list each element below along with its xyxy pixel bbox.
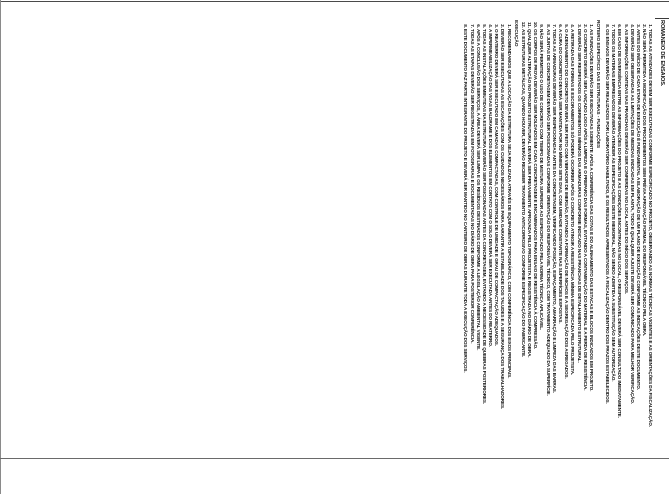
execution-subheading: EXECUÇÃO <box>513 20 519 47</box>
list-item: 3. ANTES DO INÍCIO DE CADA ETAPA DE EXECUÇÃO É FUNDAMENTAL A ELABORAÇÃO DE UM PLANO DE EXECUÇÃO CONFORME AS INDICAÇÕES DESTE DOCUMENTO. <box>635 29 641 456</box>
rotated-document-text <box>462 20 664 456</box>
list-item: 1. RECOMENDAMOS QUE A LOCAÇÃO DA ESTRUTURA SEJA REALIZADA ATRAVÉS DE EQUIPAMENTO TOPOGRÁFICO, COM CONFERÊNCIA DOS EIXOS PRINCIPAIS. <box>506 29 512 456</box>
top-border-line <box>0 1 669 2</box>
list-item: 9. NÃO SERÁ PERMITIDO O USO DE CONCRETO COM TEMPO DE MISTURA SUPERIOR AO ESPECIFICADO PELA NORMA TÉCNICA APLICÁVEL. <box>539 29 545 456</box>
list-item: 8. AS JUNTAS DE CONCRETAGEM DEVERÃO SER POSICIONADAS CONFORME ORIENTAÇÃO DO RESPONSÁVEL TÉCNICO, COM TRATAMENTO ADEQUADO DA SUPERFÍCIE. <box>545 29 551 456</box>
list-item: 2. DEVERÃO SER EXECUTADAS AS ESCAVAÇÕES COM OS CUIDADOS NECESSÁRIOS PARA GARANTIR A ESTABILIDADE DOS TALUDES E A SEGURANÇA DOS TRABALHADORES. <box>500 29 506 456</box>
list-item: 4. A RETIRADA DAS FORMAS E ESCORAMENTOS SÓ PODERÁ OCORRER APÓS O CONCRETO ATINGIR A RESISTÊNCIA MÍNIMA ESPECIFICADA PELO PROJETISTA. <box>570 29 576 456</box>
list-item: 1. AS FUNDAÇÕES DEVERÃO SER EXECUTADAS SOMENTE APÓS A CONFERÊNCIA DAS COTAS E DO ALINHAMENTO DAS ESTACAS E BLOCOS INDICADOS EM PROJETO. <box>588 29 594 456</box>
list-item: 12. AS ESTRUTURAS METÁLICAS, QUANDO HOUVER, DEVERÃO RECEBER TRATAMENTO ANTICORROSIVO CONFORME ESPECIFICAÇÃO DO FABRICANTE. <box>520 29 526 456</box>
list-item: 6. EM CASO DE DIVERGÊNCIA ENTRE AS INFORMAÇÕES DO PROJETO E AS CONDIÇÕES ENCONTRADAS NO LOCAL, O RESPONSÁVEL DEVERÁ SER CONSULTADO IMEDIATAMENTE. <box>617 29 623 456</box>
list-item: 7. TODAS AS ARMADURAS DEVERÃO SER INSPECIONADAS ANTES DA CONCRETAGEM, VERIFICANDO POSIÇÃO, ESPAÇAMENTO, AMARRAÇÃO E LIMPEZA DAS BARRAS. <box>551 29 557 456</box>
list-item: 3. DEVERÃO SER RESPEITADOS OS COBRIMENTOS MÍNIMOS DAS ARMADURAS CONFORME INDICADO NAS PRANCHAS DE DETALHAMENTO ESTRUTURAL. <box>576 29 582 456</box>
second-numbered-list <box>520 20 594 456</box>
list-item: 5. O ADENSAMENTO DO CONCRETO DEVERÁ SER FEITO COM VIBRADOR DE IMERSÃO, EVITANDO A FORMAÇÃO DE NICHOS E A SEGREGAÇÃO DOS AGREGADOS. <box>564 29 570 456</box>
list-item: 3. O REATERRO DEVERÁ SER EXECUTADO EM CAMADAS COMPACTADAS, COM CONTROLE DE UMIDADE E GRAU DE COMPACTAÇÃO ADEQUADOS. <box>494 29 500 456</box>
list-item: 5. AS INFORMAÇÕES CONTIDAS NAS PRANCHAS DEVERÃO SER CONFERIDAS NO LOCAL ANTES DO INÍCIO DOS SERVIÇOS. <box>623 29 629 456</box>
list-item: 4. DEVERÃO SER OBSERVADAS AS LIMITAÇÕES DE MEDIDAS INDICADAS EM PLANTA, TODO E QUALQUER AJUSTE DEVERÁ SER COMUNICADO PARA MELHOR VERIFICAÇÃO. <box>629 29 635 456</box>
list-item: 5. TODAS AS INSTALAÇÕES EMBUTIDAS NA ESTRUTURA DEVERÃO SER POSICIONADAS ANTES DA CONCRETAGEM, EVITANDO A NECESSIDADE DE QUEBRAS POSTERIORES. <box>481 29 487 456</box>
list-item: 8. ESTE DOCUMENTO FAZ PARTE INTEGRANTE DO PROJETO E DEVERÁ SER MANTIDO NO CANTEIRO DE OBRAS DURANTE TODA A EXECUÇÃO DOS SERVIÇOS. <box>463 29 469 456</box>
list-item: 8. OS ENSAIOS DEVERÃO SER REALIZADOS POR LABORATÓRIO HABILITADO, E OS RESULTADOS APRESENTADOS À FISCALIZAÇÃO DENTRO DOS PRAZOS ESTABELECIDOS. <box>605 29 611 456</box>
list-item: 2. O CONCRETO DEVERÁ SER LANÇADO LOGO APÓS A LIMPEZA E O PREPARO DAS FORMAS, EVITANDO A CONTAMINAÇÃO DO MATERIAL E A PERDA DE RESISTÊNCIA. <box>582 29 588 456</box>
list-item: 11. QUALQUER ALTERAÇÃO NO PROJETO ESTRUTURAL DEVERÁ SER PREVIAMENTE APROVADA PELO PROJETISTA E REGISTRADA NO DIÁRIO DE OBRA. <box>526 29 532 456</box>
bottom-border-line <box>0 458 669 459</box>
corner-mark <box>655 18 669 19</box>
list-item: 2. NÃO SERÁ PERMITIDA A MODIFICAÇÃO DOS PROCEDIMENTOS SEM PRÉVIA APROVAÇÃO FORMAL DO RESPONSÁVEL TÉCNICO PELA OBRA. <box>642 29 648 456</box>
list-item: 1. TODAS AS ATIVIDADES DEVEM SER EXECUTADAS CONFORME ESPECIFICADO NO PROJETO, OBSERVANDO AS NORMAS TÉCNICAS VIGENTES E AS ORIENTAÇÕES DA FISCALIZAÇÃO. <box>648 29 654 456</box>
section-subheading: ROTEIRO ESPECÍFICO DAS ESTRUTURAS - FUNDAÇÕES <box>595 20 601 148</box>
third-numbered-list <box>463 20 512 456</box>
list-item: 7. TODOS OS MATERIAIS EMPREGADOS DEVERÃO ATENDER ÀS ESPECIFICAÇÕES DESTE MEMORIAL, NÃO SENDO ADMITIDA A SUBSTITUIÇÃO SEM AUTORIZAÇÃO. <box>611 29 617 456</box>
first-numbered-list <box>605 20 654 456</box>
document-heading: ROMANEIO DE ENSAIOS. <box>659 20 665 87</box>
list-item: 6. APÓS A CONCLUSÃO DOS SERVIÇOS, A ÁREA DEVERÁ SER LIMPA E OS RESÍDUOS DESTINADOS CONFORME A LEGISLAÇÃO AMBIENTAL VIGENTE. <box>475 29 481 456</box>
list-item: 6. A CURA DO CONCRETO DEVERÁ SER MANTIDA POR NO MÍNIMO SETE DIAS, COM UMIDADE CONSTANTE NAS SUPERFÍCIES EXPOSTAS. <box>557 29 563 456</box>
list-item: 4. A IMPERMEABILIZAÇÃO DAS VIGAS BALDRAME E DOS ELEMENTOS EM CONTATO COM O SOLO DEVERÁ SER EXECUTADA ANTES DO REATERRO. <box>488 29 494 456</box>
left-border-line <box>0 0 1 494</box>
list-item: 10. OS CORPOS DE PROVA DEVERÃO SER MOLDADOS EM CADA CONCRETAGEM E ENCAMINHADOS PARA ENSAIO DE RESISTÊNCIA À COMPRESSÃO. <box>533 29 539 456</box>
list-item: 7. TODAS AS ETAPAS DEVERÃO SER REGISTRADAS EM FOTOGRAFIAS E DOCUMENTADAS NO DIÁRIO DE OBRA PARA POSTERIOR CONFERÊNCIA. <box>469 29 475 456</box>
